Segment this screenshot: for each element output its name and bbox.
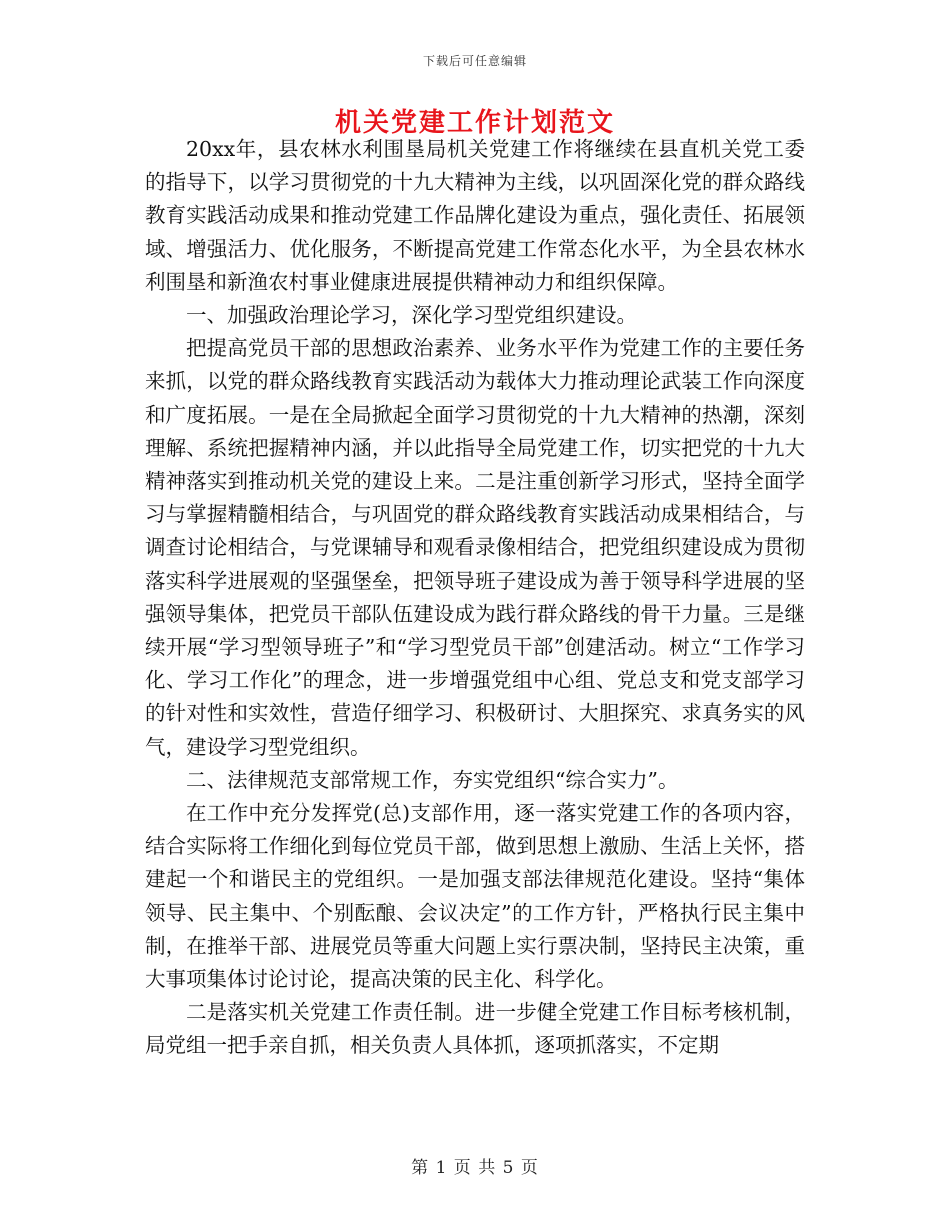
section-paragraph-1: 把提高党员干部的思想政治素养、业务水平作为党建工作的主要任务来抓，以党的群众路线教育实践活动为载体大力推动理论武装工作向深度和广度拓展。一是在全局掀起全面学习贯彻党的十九大精神的热潮，深刻理解、系统把握精神内涵，并以此指导全局党建工作，切实把党的十九大精神落实到推动机关党的建设上来。二是注重创新学习形式，坚持全面学习与掌握精髓相结合，与巩固党的群众路线教育实践活动成果相结合，与调查讨论相结合，与党课辅导和观看录像相结合，把党组织建设成为贯彻落实科学进展观的坚强堡垒，把领导班子建设成为善于领导科学进展的坚强领导集体，把党员干部队伍建设成为践行群众路线的骨干力量。三是继续开展“学习型领导班子”和“学习型党员干部”创建活动。树立“工作学习化、学习工作化”的理念，进一步增强党组中心组、党总支和党支部学习的针对性和实效性，营造仔细学习、积极研讨、大胆探究、求真务实的风气，建设学习型党组织。	[145, 336, 805, 759]
document-title: 机关党建工作计划范文	[334, 108, 615, 138]
section-paragraph-2: 在工作中充分发挥党(总)支部作用，逐一落实党建工作的各项内容，结合实际将工作细化到每位党员干部，做到思想上激励、生活上关怀，搭建起一个和谐民主的党组织。一是加强支部法律规范化建设。坚持“集体领导、民主集中、个别酝酿、会议决定”的工作方针，严格执行民主集中制，在推举干部、进展党员等重大问题上实行票决制，坚持民主决策，重大事项集体讨论讨论，提高决策的民主化、科学化。	[145, 801, 805, 992]
page-header-note: 下载后可任意编辑	[422, 54, 527, 68]
page-number-footer: 第 1 页 共 5 页	[411, 1158, 539, 1178]
section-heading-1: 一、加强政治理论学习，深化学习型党组织建设。	[186, 303, 637, 328]
section-paragraph-3: 二是落实机关党建工作责任制。进一步健全党建工作目标考核机制，局党组一把手亲自抓，相关负责人具体抓，逐项抓落实，不定期	[145, 1000, 805, 1058]
document-body	[145, 133, 805, 1063]
intro-paragraph: 20xx年，县农林水利围垦局机关党建工作将继续在县直机关党工委的指导下，以学习贯彻党的十九大精神为主线，以巩固深化党的群众路线教育实践活动成果和推动党建工作品牌化建设为重点，强化责任、拓展领域、增强活力、优化服务，不断提高党建工作常态化水平，为全县农林水利围垦和新渔农村事业健康进展提供精神动力和组织保障。	[145, 137, 805, 294]
section-heading-2: 二、法律规范支部常规工作，夯实党组织“综合实力”。	[186, 767, 679, 792]
